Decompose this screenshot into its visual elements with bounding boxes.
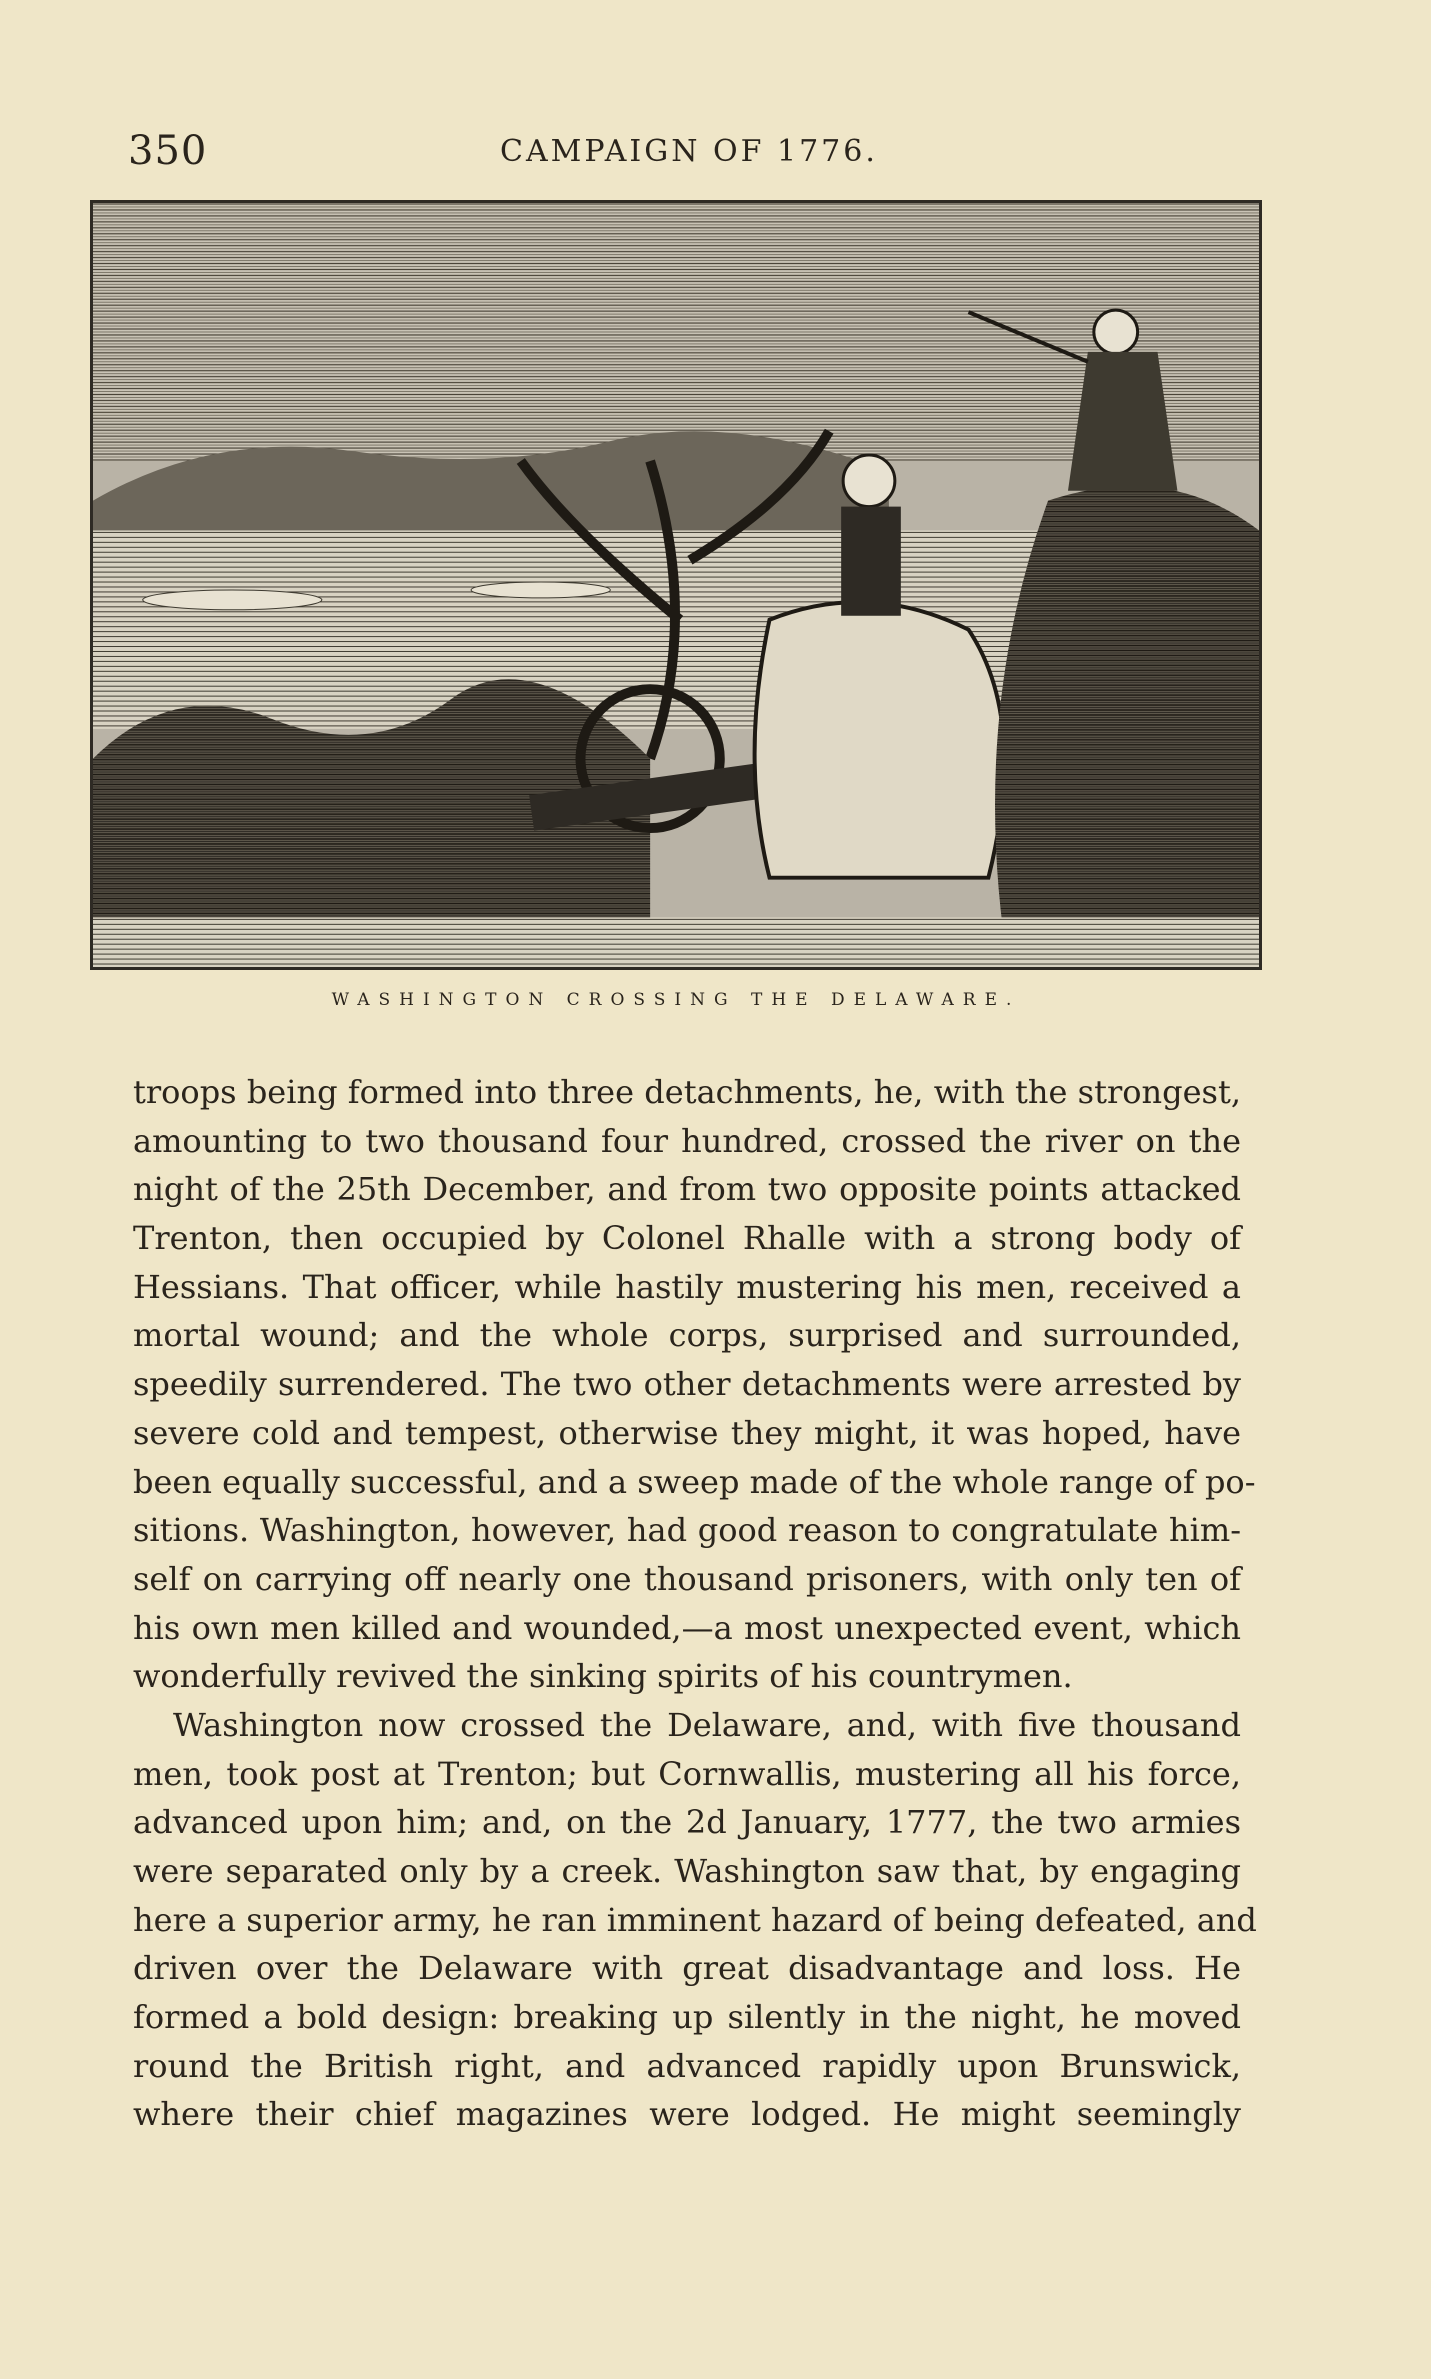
text-line: advanced upon him; and, on the 2d January, 1777, the two armies — [133, 1803, 1241, 1842]
running-head: CAMPAIGN OF 1776. — [500, 134, 878, 169]
text-line: self on carrying off nearly one thousand prisoners, with only ten of — [133, 1559, 1241, 1598]
text-line: severe cold and tempest, otherwise they might, it was hoped, have — [133, 1413, 1241, 1452]
text-line: here a superior army, he ran imminent hazard of being defeated, and — [133, 1900, 1257, 1939]
text-line: round the British right, and advanced rapidly upon Brunswick, — [133, 2046, 1241, 2085]
paragraph — [133, 1068, 1256, 1701]
text-line: men, took post at Trenton; but Cornwallis, mustering all his force, — [133, 1754, 1241, 1793]
text-line: his own men killed and wounded,—a most unexpected event, which — [133, 1608, 1241, 1647]
text-line: amounting to two thousand four hundred, crossed the river on the — [133, 1121, 1241, 1160]
text-line: Hessians. That officer, while hastily mustering his men, received a — [133, 1267, 1241, 1306]
paragraph — [133, 1701, 1257, 2139]
page-header — [128, 128, 1268, 188]
figure-caption: WASHINGTON CROSSING THE DELAWARE. — [331, 990, 1021, 1010]
text-line: were separated only by a creek. Washington saw that, by engaging — [133, 1852, 1241, 1890]
text-line: wonderfully revived the sinking spirits of his countrymen. — [133, 1657, 1073, 1696]
text-line: night of the 25th December, and from two opposite points attacked — [133, 1170, 1241, 1209]
text-line: formed a bold design: breaking up silently in the night, he moved — [133, 1998, 1241, 2037]
text-line: troops being formed into three detachments, he, with the strongest, — [133, 1073, 1241, 1111]
text-line: mortal wound; and the whole corps, surprised and surrounded, — [133, 1316, 1241, 1355]
text-line: speedily surrendered. The two other detachments were arrested by — [133, 1365, 1241, 1404]
text-line: sitions. Washington, however, had good reason to congratulate him- — [133, 1511, 1241, 1550]
text-line: been equally successful, and a sweep made of the whole range of po- — [133, 1462, 1256, 1501]
text-line: Washington now crossed the Delaware, and, with five thousand — [173, 1705, 1241, 1744]
text-line: Trenton, then occupied by Colonel Rhalle with a strong body of — [133, 1219, 1241, 1258]
body-text — [133, 1068, 1257, 2139]
engraving-illustration — [90, 200, 1262, 970]
text-line: driven over the Delaware with great disadvantage and loss. He — [133, 1949, 1241, 1988]
engraving-image — [93, 203, 1259, 967]
page-number: 350 — [128, 128, 208, 174]
text-line: where their chief magazines were lodged. He might seemingly — [133, 2095, 1241, 2134]
